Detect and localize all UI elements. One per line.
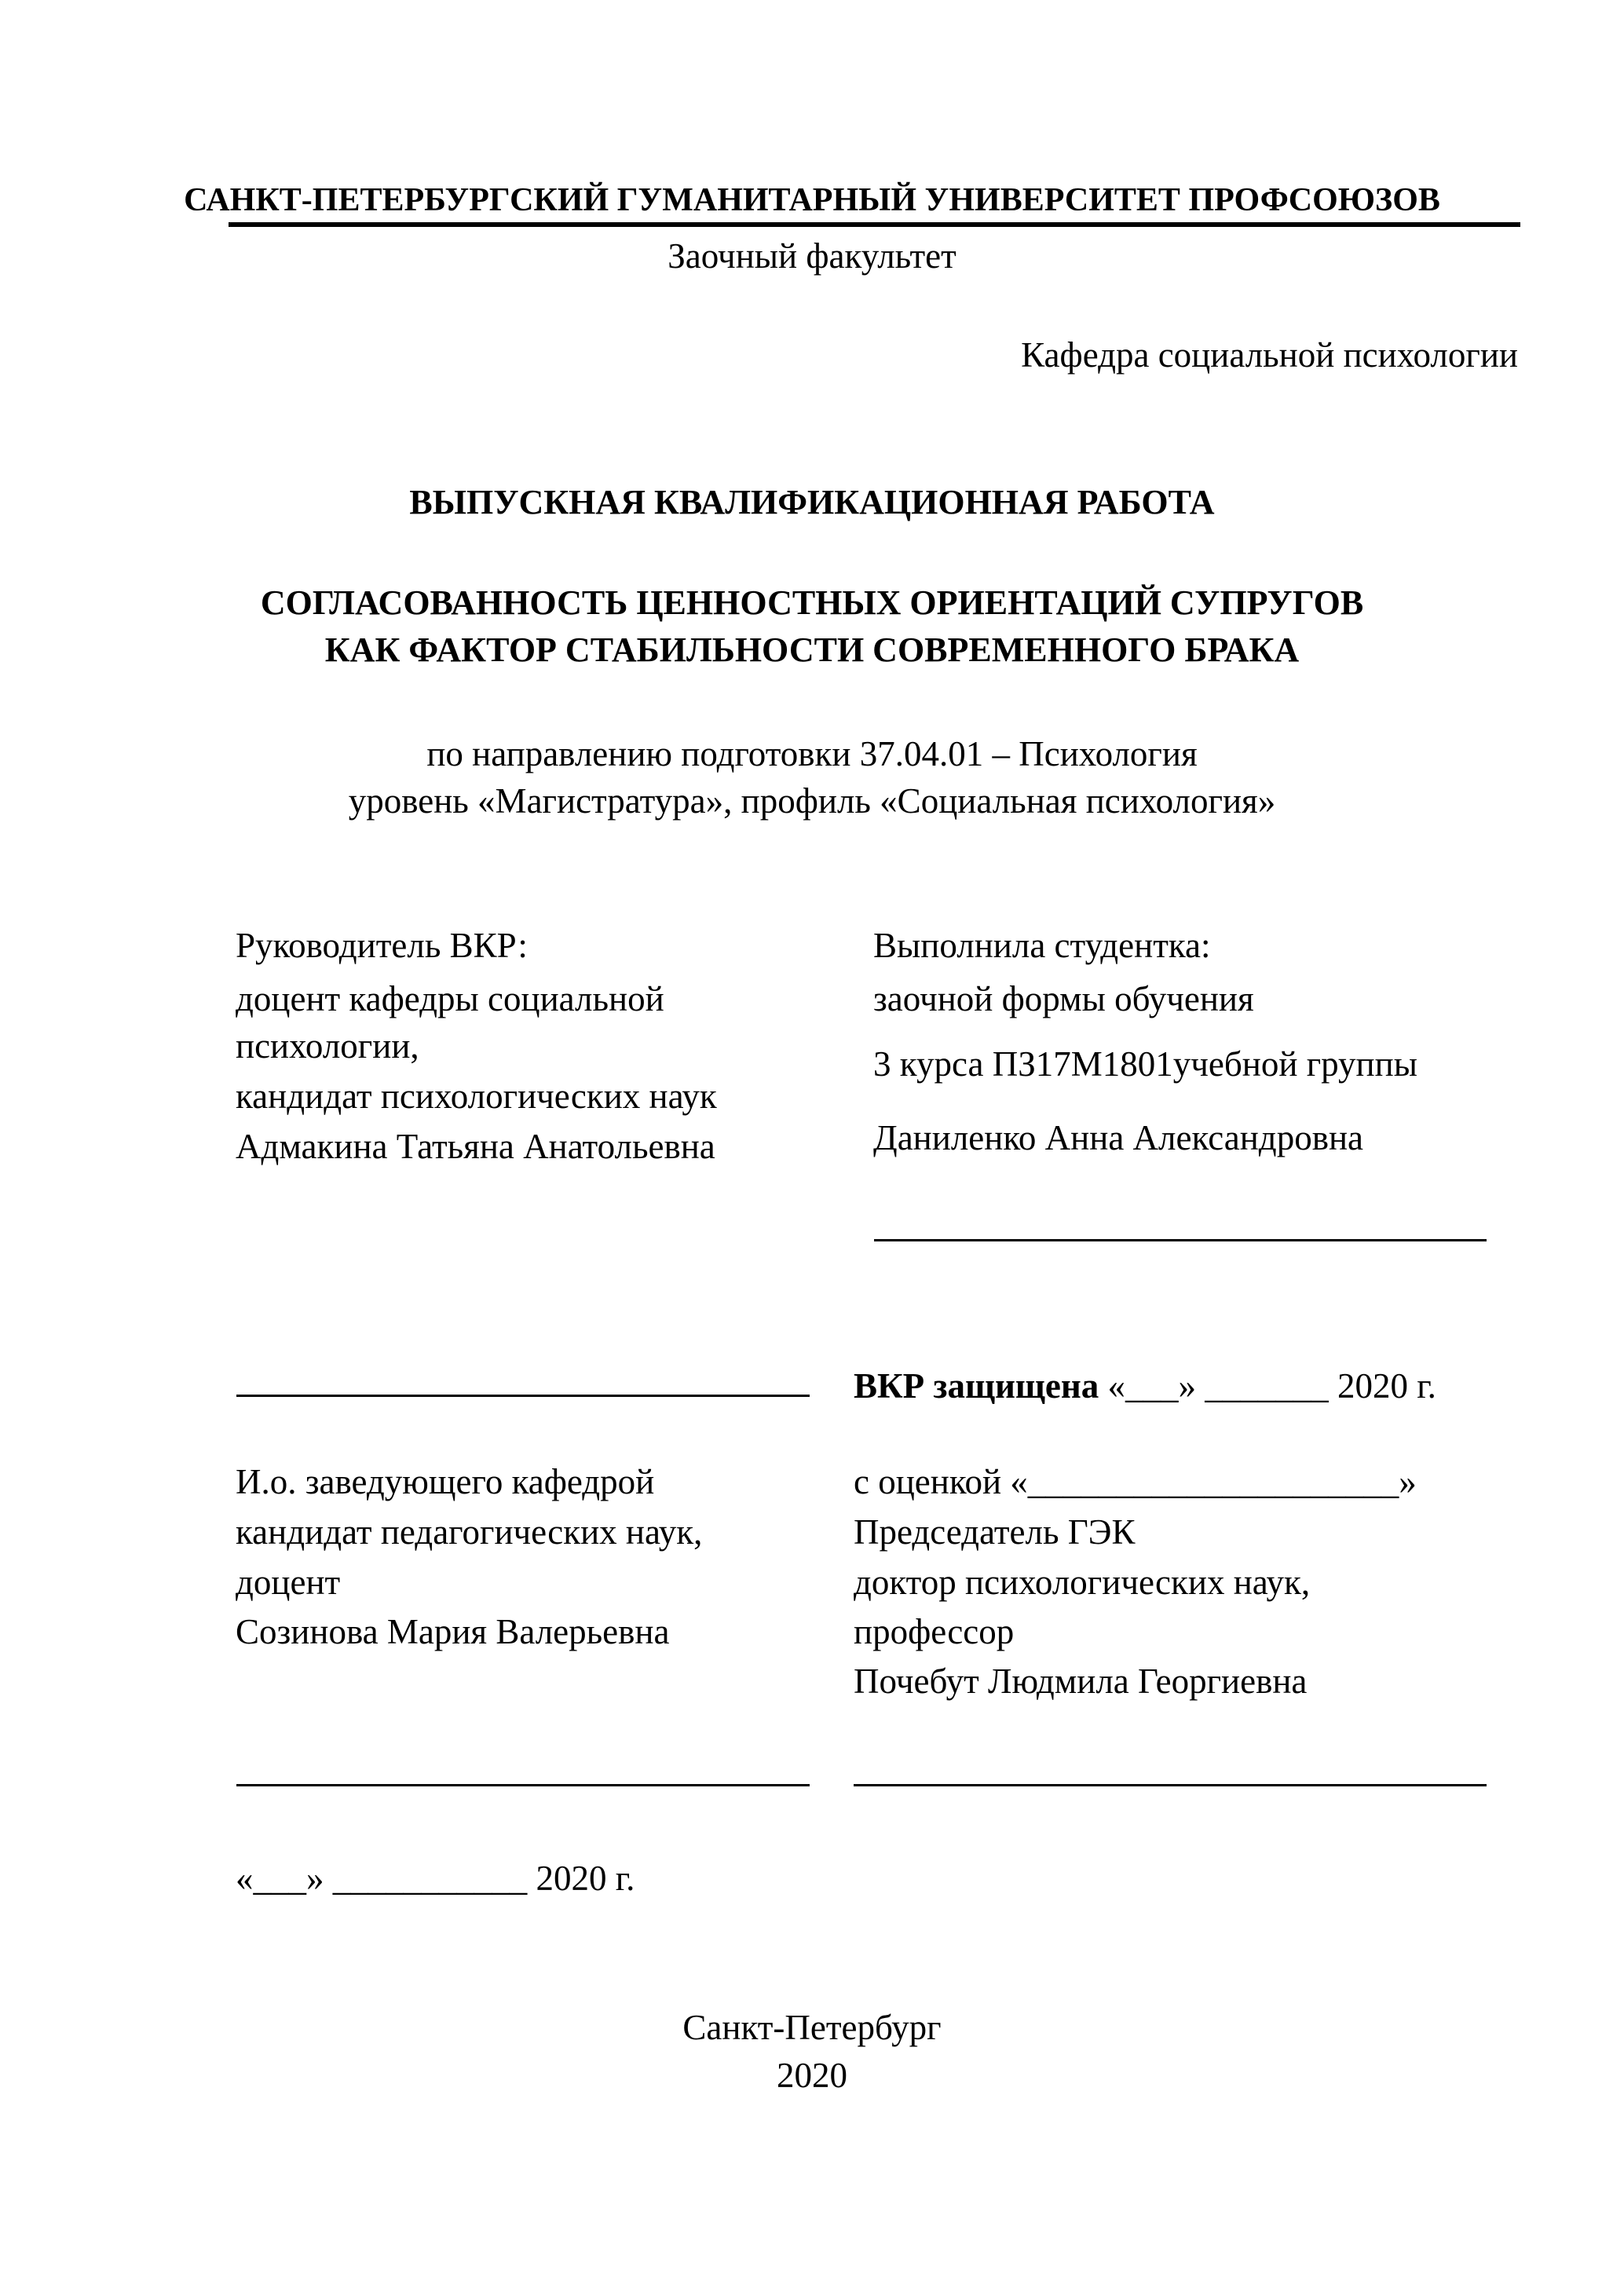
head-signature-line[interactable] bbox=[236, 1784, 810, 1786]
department-name: Кафедра социальной психологии bbox=[1021, 335, 1518, 375]
chair-label: Председатель ГЭК bbox=[854, 1512, 1136, 1552]
topic-title-line-2: КАК ФАКТОР СТАБИЛЬНОСТИ СОВРЕМЕННОГО БРАКА bbox=[324, 631, 1300, 669]
year: 2020 bbox=[777, 2056, 847, 2095]
direction-text: по направлению подготовки 37.04.01 – Психология bbox=[426, 734, 1198, 773]
topic-title-line-1: СОГЛАСОВАННОСТЬ ЦЕННОСТНЫХ ОРИЕНТАЦИЙ СУПРУГОВ bbox=[260, 583, 1364, 622]
supervisor-signature-line[interactable] bbox=[236, 1395, 810, 1397]
head-title: доцент bbox=[236, 1563, 341, 1602]
header-rule bbox=[229, 222, 1520, 227]
head-name: Созинова Мария Валерьевна bbox=[236, 1612, 670, 1651]
date-field[interactable]: «___» ___________ 2020 г. bbox=[236, 1859, 635, 1898]
student-signature-line[interactable] bbox=[874, 1239, 1487, 1241]
student-label: Выполнила студентка: bbox=[873, 926, 1211, 965]
faculty-name: Заочный факультет bbox=[668, 236, 956, 276]
supervisor-degree: кандидат психологических наук bbox=[236, 1077, 717, 1116]
grade-field[interactable]: с оценкой «_____________________» bbox=[854, 1462, 1417, 1501]
student-study-form: заочной формы обучения bbox=[873, 979, 1254, 1018]
chair-title: профессор bbox=[854, 1612, 1015, 1651]
supervisor-label: Руководитель ВКР: bbox=[236, 926, 528, 965]
university-name: САНКТ-ПЕТЕРБУРГСКИЙ ГУМАНИТАРНЫЙ УНИВЕРСИТЕТ ПРОФСОЮЗОВ bbox=[184, 182, 1440, 218]
defense-status bbox=[854, 1366, 1436, 1406]
supervisor-position: доцент кафедры социальной bbox=[236, 979, 664, 1018]
chair-signature-line[interactable] bbox=[854, 1784, 1487, 1786]
city: Санкт-Петербург bbox=[682, 2008, 942, 2047]
chair-name: Почебут Людмила Георгиевна bbox=[854, 1662, 1308, 1701]
defense-date[interactable]: «___» _______ 2020 г. bbox=[1099, 1366, 1436, 1406]
head-degree: кандидат педагогических наук, bbox=[236, 1512, 703, 1552]
chair-degree: доктор психологических наук, bbox=[854, 1563, 1311, 1602]
supervisor-name: Адмакина Татьяна Анатольевна bbox=[236, 1127, 715, 1166]
supervisor-position-cont: психологии, bbox=[236, 1026, 419, 1066]
defense-label: ВКР защищена bbox=[854, 1366, 1099, 1406]
level-profile-text: уровень «Магистратура», профиль «Социальная психология» bbox=[348, 781, 1276, 821]
work-type-heading: ВЫПУСКНАЯ КВАЛИФИКАЦИОННАЯ РАБОТА bbox=[409, 483, 1215, 521]
head-position: И.о. заведующего кафедрой bbox=[236, 1462, 655, 1501]
student-name: Даниленко Анна Александровна bbox=[873, 1118, 1364, 1157]
student-group: 3 курса ПЗ17М1801учебной группы bbox=[873, 1044, 1417, 1084]
